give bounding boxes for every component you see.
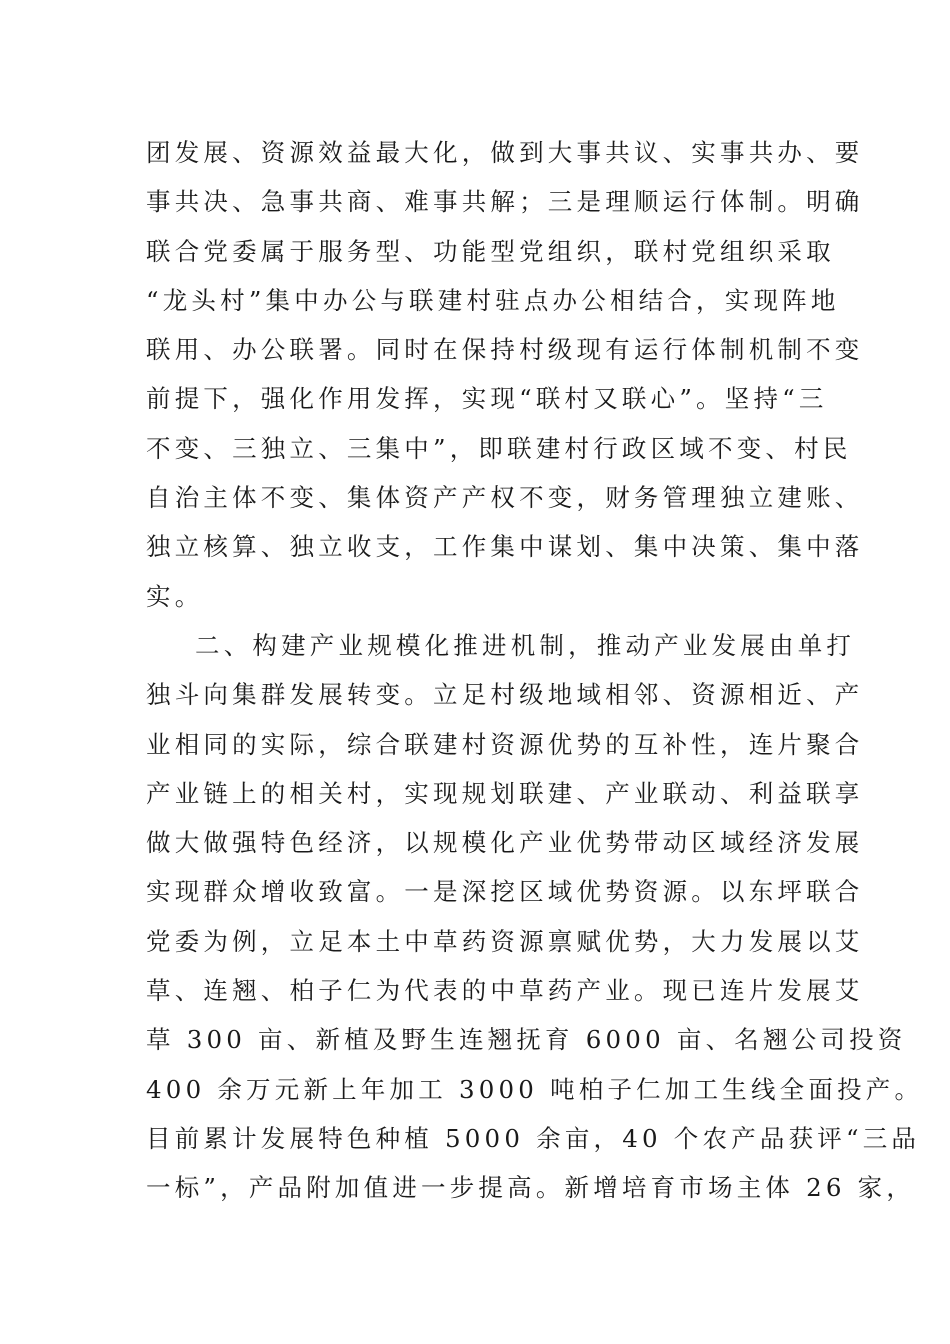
text-line: 产业链上的相关村，实现规划联建、产业联动、利益联享 bbox=[146, 778, 864, 808]
text-line: 做大做强特色经济，以规模化产业优势带动区域经济发展 bbox=[146, 828, 864, 858]
text-line: 400 余万元新上年加工 3000 吨柏子仁加工生线全面投产。 bbox=[146, 1074, 924, 1104]
text-line: 不变、三独立、三集中”，即联建村行政区域不变、村民 bbox=[146, 433, 852, 463]
text-line: 业相同的实际，综合联建村资源优势的互补性，连片聚合 bbox=[146, 729, 864, 759]
text-line: 联用、办公联署。同时在保持村级现有运行体制机制不变 bbox=[146, 335, 864, 365]
text-line: 独斗向集群发展转变。立足村级地域相邻、资源相近、产 bbox=[146, 680, 864, 710]
text-line: 实。 bbox=[146, 581, 204, 611]
text-line: 联合党委属于服务型、功能型党组织，联村党组织采取 bbox=[146, 236, 835, 266]
text-line: 草、连翘、柏子仁为代表的中草药产业。现已连片发展艾 bbox=[146, 976, 864, 1006]
text-line: 党委为例，立足本土中草药资源禀赋优势，大力发展以艾 bbox=[146, 926, 864, 956]
text-line: 前提下，强化作用发挥，实现“联村又联心”。坚持“三 bbox=[146, 384, 828, 414]
text-line: 自治主体不变、集体资产产权不变，财务管理独立建账、 bbox=[146, 483, 864, 513]
text-line: 一标”，产品附加值进一步提高。新增培育市场主体 26 家， bbox=[146, 1173, 916, 1203]
text-line: 团发展、资源效益最大化，做到大事共议、实事共办、要 bbox=[146, 138, 864, 167]
text-line: “龙头村”集中办公与联建村驻点办公相结合，实现阵地 bbox=[146, 285, 840, 315]
paragraph-first-line: 二、构建产业规模化推进机制，推动产业发展由单打 bbox=[195, 630, 856, 660]
text-line: 目前累计发展特色种植 5000 余亩，40 个农产品获评“三品 bbox=[146, 1123, 921, 1153]
text-line: 独立核算、独立收支，工作集中谋划、集中决策、集中落 bbox=[146, 532, 864, 562]
text-line: 草 300 亩、新植及野生连翘抚育 6000 亩、名翘公司投资 bbox=[146, 1025, 907, 1055]
body-text bbox=[146, 128, 924, 1213]
text-line: 事共决、急事共商、难事共解；三是理顺运行体制。明确 bbox=[146, 187, 864, 217]
text-line: 实现群众增收致富。一是深挖区域优势资源。以东坪联合 bbox=[146, 877, 864, 907]
